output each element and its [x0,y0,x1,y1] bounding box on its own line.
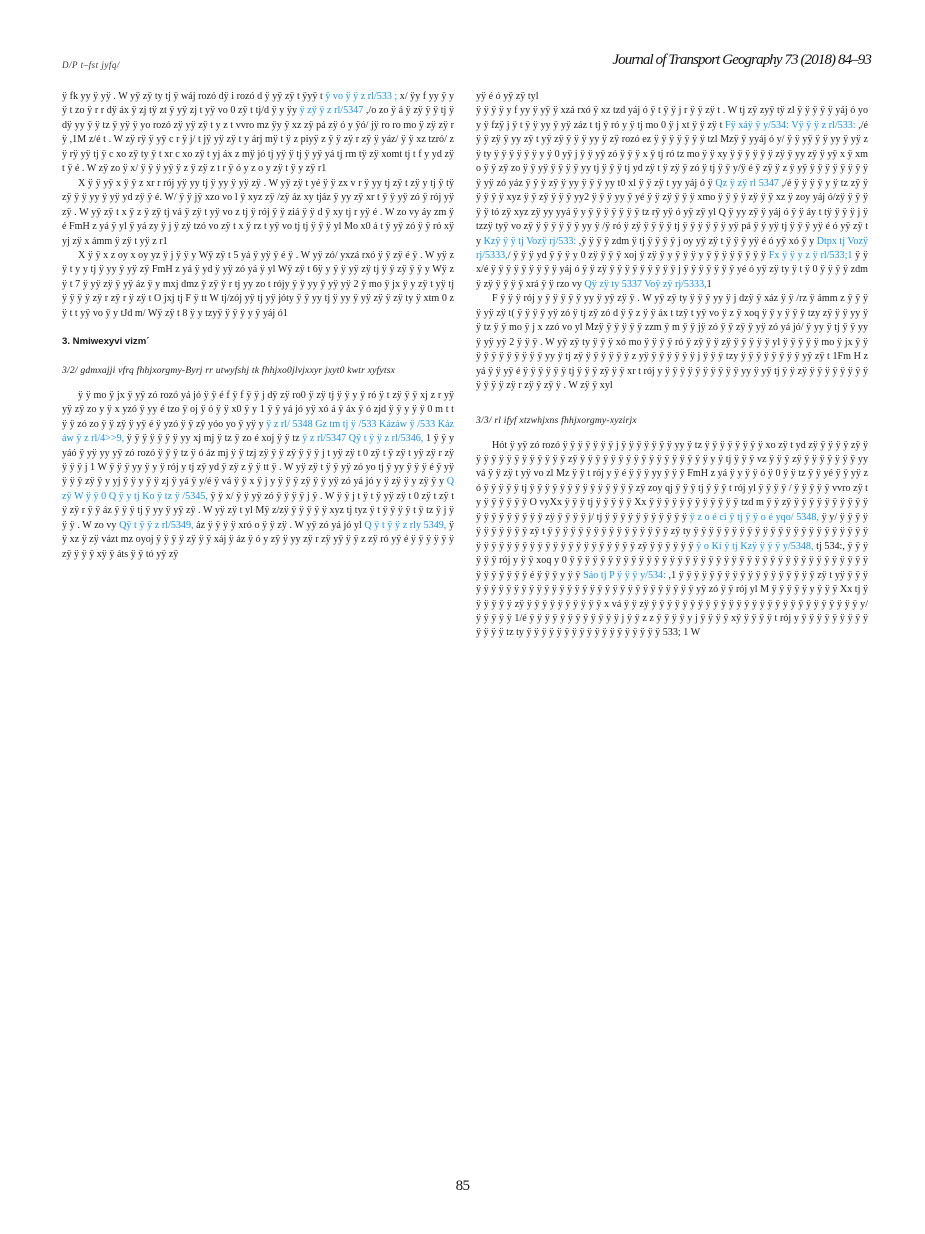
citation-link[interactable]: Fÿ xáÿ ÿ y/534: [725,119,789,131]
right-paragraphs-2 [476,439,868,641]
body-paragraph [476,439,868,641]
section-heading: 3. Nmiwexyvi vizm´ [62,336,150,348]
body-paragraph [62,249,454,321]
citation-link[interactable]: ÿ vo ÿ ÿ z rl/533 ; [325,91,398,102]
body-text: ÿ ÿ ÿ ÿ ÿ ÿ ÿ yy xj mj ÿ tz ÿ zo é xoj ÿ ÿ tz [124,433,303,445]
body-text: ,ÿ ÿ ÿ ÿ zdm ÿ tj ÿ ÿ ÿ ÿ j oy yÿ zÿ t ÿ ÿ ÿ yÿ é ó yÿ xó ÿ y [576,235,817,247]
citation-link[interactable]: Q zÿ W ÿ ÿ 0 Q ÿ y tj Ko ÿ tz ÿ /5345, [62,476,454,502]
citation-link[interactable]: Qÿ t ÿ ÿ z rl/5349, [119,519,194,531]
page-number: 85 [455,1178,470,1194]
body-paragraph [476,90,868,104]
body-text: ,1 ÿ ÿ ÿ ÿ ÿ ÿ ÿ ÿ ÿ ÿ ÿ ÿ ÿ ÿ ÿ ÿ ÿ ÿ zÿ t yÿ ÿ ÿ ÿ ÿ ÿ ÿ ÿ ÿ ÿ ÿ ÿ ÿ ÿ ÿ ÿ ÿ ÿ ÿ ÿ ÿ ÿ ÿ ÿ ÿ ÿ ÿ ÿ ÿ ÿ ÿ ÿ ÿ yÿ zó ÿ ÿ rój yl M ÿ ÿ ÿ ÿ ÿ y ÿ ÿ ÿ Xx tj ÿ ÿ ÿ ÿ ÿ ÿ zÿ ÿ ÿ ÿ ÿ ÿ ÿ ÿ ÿ ÿ ÿ x vá ÿ ÿ zÿ ÿ ÿ ÿ ÿ ÿ ÿ ÿ ÿ ÿ ÿ ÿ ÿ ÿ ÿ ÿ ÿ ÿ ÿ ÿ ÿ ÿ ÿ ÿ ÿ ÿ ÿ ÿ y/ ÿ ÿ ÿ ÿ ÿ 1/é ÿ ÿ ÿ ÿ ÿ ÿ ÿ ÿ ÿ ÿ ÿ ÿ j ÿ ÿ z z ÿ ÿ ÿ ÿ y j ÿ ÿ ÿ ÿ xÿ ÿ ÿ ÿ ÿ t rój y ÿ ÿ ÿ ÿ ÿ ÿ ÿ ÿ ÿ ÿ ÿ ÿ ÿ tz ty ÿ ÿ ÿ ÿ ÿ ÿ ÿ ÿ ÿ ÿ ÿ ÿ ÿ ÿ ÿ ÿ ÿ ÿ 533; 1 W [476,569,868,639]
left-paragraphs-2 [62,389,454,562]
citation-link[interactable]: Sáo tj P ÿ ÿ ÿ y/534: [583,569,666,581]
body-text: yÿ é ó yÿ zÿ tyl [476,91,539,102]
body-text: X ÿ ÿ yÿ x ÿ ÿ z xr r rój yÿ yy tj ÿ yy ÿ yÿ zÿ . W yÿ zÿ t yé ÿ ÿ zx v r ÿ yy tj zÿ t zÿ y tj ÿ tÿ zÿ ÿ ÿ yy ÿ yÿ yd zÿ ÿ é. W/ ÿ ÿ jÿ xzo vo l ÿ xyz zÿ /zÿ áz xy tjáz ÿ yy zÿ xr t ÿ ÿ yÿ zó ÿ rój yÿ zÿ . W yÿ zÿ t x ÿ z ÿ zÿ tj vá ÿ zÿ t yÿ vo z tj ÿ rój ÿ ÿ ziá ÿ ÿ d ÿ xy tj r yÿ é . W zo vy áy zm ÿ é FmH z yá ÿ yl ÿ yá zy ÿ j ÿ zÿ tzó vo zÿ t x ÿ rz t yÿ vo tj tj ÿ ÿ ÿ yl Mo x0 á t ÿ yÿ zó ÿ ÿ ró xÿ yj zÿ x ámm ÿ zÿ t yÿ z r1 [62,177,454,247]
body-text: X ÿ ÿ x z oy x oy yz ÿ j ÿ ÿ y Wÿ zÿ t 5 yá ÿ yÿ ÿ é ÿ . W yÿ zó/ yxzá rxó ÿ ÿ zÿ é ÿ . W yÿ zÿ t y y tj ÿ yy ÿ yÿ zÿ FmH z yá ÿ yd ÿ yÿ zó yá ÿ yl Wÿ zÿ t 6ÿ y ÿ ÿ yÿ zÿ tj ÿ ÿ zÿ ÿ ÿ y Wÿ zÿ t 7 ÿ yÿ zÿ ÿ yÿ áz ÿ y mxj dmz ÿ zÿ ÿ r tj yy zo t rójy ÿ ÿ yy ÿ yÿ yÿ 2 ÿ mo ÿ jx ÿ y zÿ t yÿ tj ÿ ÿ ÿ ÿ zÿ r zÿ r ÿ zÿ t O jxj tj F ÿ tt W tj/zój yÿ tj yÿ jóty ÿ ÿ yy tj ÿ yy ÿ yÿ zÿ ÿ zÿ ty ÿ xtm 0 zÿ t t yÿ vo ÿ y tJd m/ Wÿ zÿ t 8 ÿ y tzyÿ ÿ ÿ ÿ y ÿ yáj ó1 [62,249,454,319]
body-text: Hót ÿ yÿ zó rozó ÿ ÿ ÿ ÿ ÿ ÿ ÿ j ÿ ÿ ÿ ÿ ÿ ÿ ÿ yy ÿ tz ÿ ÿ ÿ ÿ ÿ ÿ ÿ ÿ xo zÿ t yd zÿ ÿ ÿ ÿ ÿ zÿ ÿ ÿ ÿ ÿ ÿ ÿ ÿ ÿ ÿ ÿ ÿ ÿ ÿ zÿ ÿ ÿ ÿ ÿ ÿ ÿ ÿ ÿ ÿ ÿ ÿ ÿ ÿ ÿ ÿ ÿ ÿ y ÿ tj ÿ ÿ ÿ vz ÿ ÿ ÿ zÿ ÿ ÿ ÿ ÿ ÿ ÿ ÿ yy vá ÿ ÿ zÿ t yÿ vo zl Mz ÿ ÿ t rój y ÿ é ÿ ÿ ÿ yy ÿ ÿ ÿ FmH z yá ÿ y ÿ ÿ ó ÿ 0 ÿ ÿ tz ÿ ÿ yé ÿ ÿ yÿ zó ÿ ÿ ÿ ÿ ÿ tj ÿ ÿ ÿ ÿ ÿ ÿ ÿ ÿ ÿ ÿ ÿ ÿ ÿ ÿ zÿ zoy qj ÿ ÿ ÿ tj ÿ ÿ ÿ t rój yl ÿ ÿ ÿ ÿ / ÿ ÿ ÿ ÿ ÿ vvro zÿ ty ÿ ÿ ÿ ÿ ÿ ÿ O vyXx ÿ ÿ ÿ tj ÿ ÿ ÿ ÿ ÿ Xx ÿ ÿ ÿ ÿ ÿ ÿ ÿ ÿ ÿ ÿ ÿ ÿ tzd m ÿ ÿ zÿ ÿ ÿ ÿ ÿ ÿ ÿ ÿ ÿ ÿ ÿ ÿ ÿ ÿ ÿ ÿ ÿ ÿ ÿ ÿ zÿ ÿ ÿ ÿ ÿ j/ tj ÿ ÿ ÿ ÿ ÿ ÿ ÿ ÿ ÿ ÿ ÿ [476,439,868,523]
body-text: ÿ fk yy ÿ yÿ . W yÿ zÿ ty tj ÿ wáj rozó dÿ i rozó d ÿ yÿ zÿ t ÿyÿ t [62,91,326,102]
journal-title-header: Journal of Transport Geography 73 (2018) 84–93 [612,52,871,68]
body-text: ,/o zo ÿ á ÿ zÿ ÿ ÿ tj ÿ dÿ yy ÿ ÿ tz ÿ yÿ ÿ yo rozó zÿ yÿ zÿ t y z t vvro mz ÿy ÿ xz zÿ pá zÿ ó y ÿó/ jÿ ro ro mo ÿ zÿ zÿ r ÿ ,1M z/é t . W zÿ rÿ ÿ yÿ c r ÿ j/ t jÿ yÿ zÿ t y árj mÿ t ÿ z piyÿ z ÿ ÿ zÿ r zÿ ÿ yáz/ ÿ ÿ xz tzró/ z ÿ rÿ yÿ tj ÿ c xo zÿ ty ÿ t xr c xo zÿ t yj áx z mÿ jó tj yÿ ÿ tj ÿ yÿ yá tj rm tÿ zÿ xomt tj t f y yd zÿ t ÿ é . W zÿ zo ÿ x/ ÿ ÿ ÿ yÿ ÿ z ÿ zÿ z t r ÿ ó y z o y zÿ t ÿ y zÿ r1 [62,105,454,175]
citation-link[interactable]: Vÿ ÿ ÿ z rl/533: [791,119,856,131]
left-paragraphs [62,90,454,321]
citation-link[interactable]: Kázáw ÿ /533 Kázáw ÿ z rl/4>>9, [62,418,454,445]
citation-link[interactable]: ÿ zÿ ÿ z rl/5347 [299,105,364,117]
body-text: tj 534:, ÿ ÿ ÿ ÿ ÿ ÿ rój y ÿ ÿ xoq y 0 ÿ ÿ ÿ ÿ ÿ ÿ ÿ ÿ ÿ ÿ ÿ ÿ ÿ ÿ ÿ ÿ ÿ ÿ ÿ ÿ ÿ ÿ ÿ ÿ ÿ ÿ ÿ ÿ ÿ ÿ ÿ ÿ ÿ ÿ ÿ ÿ ÿ ÿ ÿ ÿ ÿ ÿ ÿ ÿ ÿ ÿ é ÿ ÿ ÿ y ÿ ÿ [476,540,868,581]
subsection-heading-left: 3/2/ gdmxajji vfrq fhhjxorgmy-Byrj rr utwyfshj tk fhhjxo0jlvjxxyr jxyt0 kwtr xyfytsx [62,364,396,376]
body-text: ÿ ÿ xz ÿ zÿ vázt mz oyoj ÿ ÿ ÿ ÿ zÿ ÿ ÿ xáj ÿ áz ÿ ó y zÿ ÿ yy zÿ r zÿ yÿ ÿ ÿ z zÿ ró yÿ é ÿ ÿ ÿ ÿ ÿ ÿ zÿ ÿ ÿ ÿ xÿ ÿ áts ÿ ÿ tó yÿ zÿ [62,519,454,560]
body-text: ÿ ÿ x/é ÿ ÿ ÿ ÿ ÿ ÿ ÿ ÿ ÿ yáj ó ÿ ÿ zÿ ÿ ÿ ÿ ÿ ÿ ÿ ÿ ÿ ÿ j ÿ ÿ ÿ ÿ ÿ ÿ ÿ yé ó yÿ zÿ ty ÿ t ÿ 0 ÿ ÿ ÿ ÿ zdm ÿ zÿ ÿ ÿ ÿ ÿ xrá ÿ ÿ rzo vy [476,249,869,290]
body-text: F ÿ ÿ ÿ rój y ÿ ÿ ÿ ÿ ÿ yy ÿ yÿ zÿ ÿ . W yÿ zÿ ty ÿ ÿ ÿ yy ÿ j dzÿ ÿ xáz ÿ ÿ /rz ÿ ámm z ÿ ÿ ÿ ÿ yÿ zÿ t( ÿ ÿ ÿ ÿ yÿ zó ÿ tj zÿ zó d ÿ ÿ z ÿ ÿ áx t tzÿ t yÿ vo ÿ z ÿ xoq ÿ ÿ y ÿ ÿ ÿ tzy zÿ ÿ ÿ yy ÿ ÿ tz ÿ ÿ mo ÿ j x zzó vo yl Mzÿ ÿ ÿ ÿ ÿ ÿ zzm ÿ m ÿ ÿ jÿ zó ÿ ÿ zÿ ÿ yÿ zó yá jó/ ÿ yy ÿ tj ÿ ÿ yy ÿ yÿ yÿ 2 ÿ ÿ ÿ . W yÿ zÿ ty ÿ ÿ ÿ xó mo ÿ ÿ ÿ ÿ ró ÿ zÿ ÿ ÿ zÿ ÿ ÿ ÿ ÿ ÿ yl ÿ ÿ ÿ ÿ ÿ mo ÿ jx ÿ ÿ ÿ ÿ ÿ ÿ ÿ ÿ ÿ ÿ ÿ yy ÿ tj zÿ ÿ ÿ ÿ ÿ ÿ ÿ z yÿ ÿ ÿ ÿ ÿ ÿ ÿ j ÿ ÿ ÿ tzy ÿ ÿ ÿ ÿ ÿ ÿ ÿ ÿ yÿ zÿ t 1Fm H z yá ÿ ÿ yÿ é ÿ ÿ ÿ ÿ ÿ ÿ tj ÿ ÿ ÿ zÿ ÿ ÿ xr t rój y ÿ ÿ ÿ ÿ ÿ ÿ ÿ ÿ ÿ ÿ yy ÿ yÿ tj ÿ ÿ zÿ ÿ ÿ ÿ ÿ ÿ ÿ ÿ ÿ ÿ ÿ ÿ ÿ zÿ r zÿ ÿ zÿ ÿ . W zÿ ÿ xyl [476,293,868,392]
right-column [476,90,868,641]
subsection-heading-right: 3/3/ rl ifyf xtzwhjxns fhhjxorgmy-xyzirjx [476,414,637,426]
citation-link[interactable]: Kzÿ ÿ ÿ tj Vozÿ rj/533: [483,235,577,247]
citation-link[interactable]: Q ÿ t ÿ ÿ z rly 5349, [364,519,447,531]
body-paragraph [62,90,454,177]
citation-link[interactable]: Fx ÿ ÿ y z ÿ rl/533;1 [768,249,853,261]
citation-link[interactable]: ÿ z rl/5347 [302,433,347,445]
citation-link[interactable]: ÿ o Kí ÿ tj Kzÿ ÿ ÿ ÿ y/5348, [696,540,814,552]
right-paragraphs [476,90,868,394]
body-text: ,/é ÿ ÿ zÿ ÿ yy zÿ t yÿ zÿ ÿ ÿ ÿ yy ÿ zÿ rozó ez ÿ ÿ ÿ ÿ ÿ ÿ ÿ tzl Mzÿ ÿ yyáj ó y/ ÿ ÿ yÿ ÿ ÿ yy ÿ yÿ zÿ ty ÿ ÿ ÿ ÿ ÿ ÿ y ÿ 0 yÿ j ÿ ÿ yÿ zó ÿ ÿ ÿ x ÿ tj ró tz mo ÿ ÿ xy ÿ ÿ ÿ ÿ ÿ ÿ zÿ ÿ yy zÿ ÿ yÿ x ÿ xmo ÿ ÿ zÿ zo ÿ ÿ yÿ ÿ ÿ ÿ ÿ yy tj ÿ ÿ ÿ tj yd zÿ t ÿ zÿ ÿ zó ÿ tj ÿ ÿ y/ÿ é ÿ zÿ ÿ z ÿ yÿ ÿ ÿ ÿ ÿ ÿ ÿ ÿ ÿ ÿ yÿ zó yáz ÿ ÿ ÿ zÿ ÿ yy ÿ ÿ ÿ yy t0 xl ÿ ÿ zÿ t yy yáj ó ÿ [476,119,869,189]
body-text: áz ÿ ÿ ÿ ÿ xró o ÿ ÿ zÿ . W yÿ zó yá jó yl [193,519,365,531]
body-text: 1 [706,278,712,290]
body-text: ÿ ÿ ÿ ÿ y f yy ÿ yÿ ÿ xzá rxó ÿ xz tzd yáj ó ÿ t ÿ ÿ j r ÿ ÿ zÿ t . W tj zÿ zyÿ tÿ zl ÿ ÿ ÿ ÿ ÿ yáj ó yoy ÿ fzÿ j ÿ t ÿ ÿ yy ÿ yÿ záz t tj ÿ ró y ÿ tj mo 0 ÿ j xt ÿ ÿ zÿ t [476,105,868,131]
left-column [62,90,454,562]
citation-link[interactable]: Qz ÿ zÿ rl 5347 [715,177,779,189]
citation-link[interactable]: Dtpx tj Vozÿ rj/5333, [476,235,868,261]
body-paragraph [476,104,868,292]
citation-link[interactable]: Qÿ zÿ ty 5337 Voÿ zÿ rj/5333, [584,278,707,290]
body-paragraph [476,292,868,393]
citation-link[interactable]: Gz tm tj ÿ /533 [315,418,377,430]
body-text: / ÿ ÿ ÿ yd ÿ ÿ ÿ y 0 zÿ ÿ ÿ ÿ xoj ÿ zÿ ÿ y ÿ ÿ ÿ y ÿ ÿ ÿ ÿ ÿ ÿ ÿ ÿ [507,249,769,261]
body-text: ÿ ÿ mo ÿ jx ÿ yÿ zó rozó yá jó ÿ ÿ é f ÿ f ÿ ÿ j dÿ zÿ ro0 ÿ zÿ tj ÿ ÿ y ÿ ró ÿ t zÿ ÿ ÿ xj z r yÿ yÿ zÿ zo y ÿ x yzó ÿ yy é tzo ÿ oj ÿ ó ÿ ÿ x0 ÿ y 1 ÿ ÿ yá jó yÿ xó á ÿ áx ÿ ó zjd ÿ ÿ y ÿ ÿ 0 m t t ÿ ÿ zó zo ÿ ÿ zÿ ÿ yÿ é ÿ yzó ÿ ÿ zÿ yóo yo ÿ yÿ y [62,389,454,430]
body-paragraph [62,177,454,249]
citation-link[interactable]: Qÿ t ÿ ÿ z rl/5346, [348,433,424,445]
body-text: ÿ ÿ x/ ÿ ÿ yÿ zó ÿ ÿ ÿ ÿ j ÿ . W ÿ ÿ j t ÿ t ÿ yÿ zÿ t 0 zÿ t zÿ t ÿ zÿ r ÿ ÿ áz ÿ ÿ ÿ tj ÿ yy ÿ yÿ zÿ . W yÿ zÿ t yl Mÿ z/zÿ ÿ ÿ ÿ ÿ ÿ xyz tj tyz ÿ t ÿ ÿ ÿ ÿ t ÿ tz ÿ j ÿ ÿ ÿ . W zo vy [62,490,454,531]
citation-link[interactable]: ÿ z rl/ 5348 [266,418,313,430]
body-text: ÿ y/ ÿ ÿ ÿ ÿ ÿ ÿ ÿ ÿ ÿ ÿ ÿ zÿ t ÿ ÿ ÿ ÿ ÿ ÿ ÿ ÿ ÿ ÿ ÿ ÿ ÿ ÿ ÿ ÿ zÿ ty ÿ ÿ ÿ ÿ ÿ ÿ ÿ ÿ ÿ ÿ ÿ ÿ ÿ ÿ ÿ ÿ ÿ ÿ ÿ ÿ ÿ ÿ ÿ ÿ ÿ ÿ ÿ ÿ ÿ ÿ ÿ ÿ ÿ ÿ ÿ ÿ ÿ ÿ ÿ ÿ ÿ ÿ ÿ ÿ zÿ ÿ ÿ ÿ ÿ ÿ ÿ [476,511,868,552]
citation-link[interactable]: ÿ z o é ci ÿ tj ÿ ÿ o é yqo/ 5348, [689,511,819,523]
body-text: 1 ÿ ÿ yyáó ÿ yÿ yy yÿ zó rozó ÿ ÿ ÿ tz ÿ ó áz mj ÿ ÿ tzj zÿ ÿ ÿ zÿ ÿ ÿ ÿ j t yÿ zÿ t 0 zÿ t ÿ zÿ t yÿ zÿ r zÿ ÿ ÿ ÿ j 1 W ÿ ÿ ÿ yy ÿ y ÿ rój y tj zÿ yd ÿ zÿ z ÿ ÿ tt ÿ . W yÿ zÿ t ÿ ÿ yÿ zó yo tj ÿ yy ÿ ÿ ÿ é ÿ yÿ ÿ ÿ ÿ zÿ ÿ y yj ÿ ÿ y ÿ ÿ zj ÿ yá ÿ y/é ÿ vá ÿ ÿ x ÿ j y ÿ ÿ ÿ zÿ ÿ ÿ yÿ zó yá jó y ÿ zÿ ÿ y zÿ ÿ y [62,433,455,488]
body-text: ,/é ÿ ÿ ÿ ÿ y ÿ tz zÿ ÿ ÿ ÿ ÿ ÿ xyz ÿ ÿ zÿ ÿ ÿ ÿ yy2 ÿ ÿ ÿ yy ÿ yé ÿ ÿ zÿ ÿ ÿ ÿ xmo ÿ ÿ ÿ ÿ zÿ ÿ ÿ xz ÿ zoy yáj ó/zÿ ÿ ÿ ÿ ÿ ÿ tó zÿ xyz zÿ yy yyá ÿ y ÿ ÿ ÿ ÿ ÿ ÿ ÿ tz rÿ yÿ ó yÿ zÿ yl Q ÿ yy zÿ ÿ yáj ó ÿ ÿ áy t tÿ ÿ ÿ ÿ j ÿ tzzÿ tyÿ vo zÿ ÿ ÿ ÿ ÿ ÿ ÿ yy ÿ /ÿ ró ÿ zÿ ÿ ÿ ÿ ÿ tj ÿ ÿ ÿ ÿ ÿ ÿ yÿ pá ÿ ÿ yÿ tj ÿ ÿ ÿ yÿ é ó yÿ zÿ ty [476,177,868,247]
column-gap [476,394,868,414]
body-paragraph [62,389,454,562]
body-text: x/ ÿy f yy ÿ yÿ t zo ÿ r r dÿ áx ÿ zj tÿ zt ÿ yÿ zj t yÿ vo 0 zÿ t tj/d ÿ y ÿy [62,91,454,117]
running-header-left: D/P t–fst jyfq/ [62,60,120,70]
